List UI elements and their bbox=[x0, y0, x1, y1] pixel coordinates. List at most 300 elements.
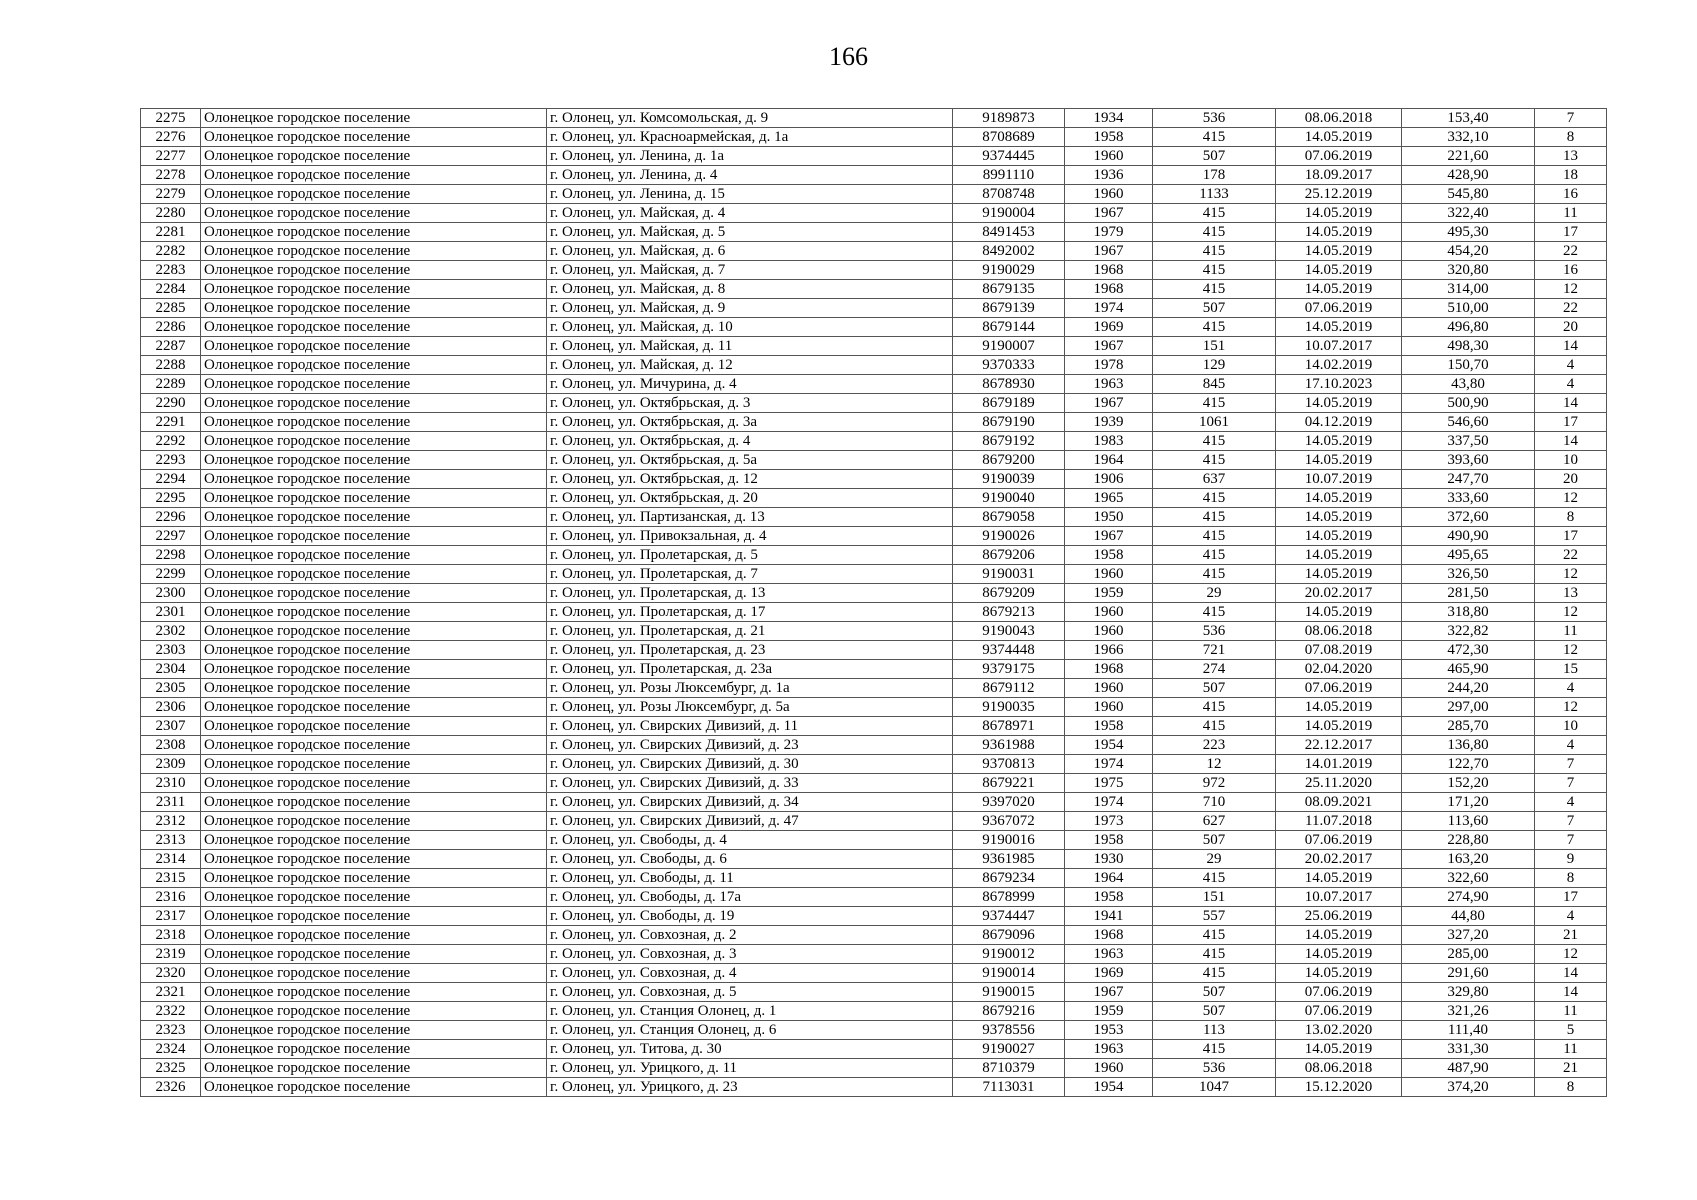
document-date-cell: 14.05.2019 bbox=[1276, 489, 1402, 508]
row-number-cell: 2301 bbox=[141, 603, 201, 622]
object-id-cell: 8679200 bbox=[953, 451, 1065, 470]
object-id-cell: 8679058 bbox=[953, 508, 1065, 527]
build-year-cell: 1959 bbox=[1065, 1002, 1153, 1021]
address-cell: г. Олонец, ул. Свободы, д. 4 bbox=[547, 831, 953, 850]
row-number-cell: 2287 bbox=[141, 337, 201, 356]
count-cell: 7 bbox=[1535, 755, 1607, 774]
document-number-cell: 507 bbox=[1153, 299, 1276, 318]
document-number-cell: 415 bbox=[1153, 432, 1276, 451]
count-cell: 7 bbox=[1535, 812, 1607, 831]
area-cell: 510,00 bbox=[1402, 299, 1535, 318]
area-cell: 490,90 bbox=[1402, 527, 1535, 546]
object-id-cell: 8492002 bbox=[953, 242, 1065, 261]
area-cell: 163,20 bbox=[1402, 850, 1535, 869]
area-cell: 374,20 bbox=[1402, 1078, 1535, 1097]
area-cell: 274,90 bbox=[1402, 888, 1535, 907]
municipality-cell: Олонецкое городское поселение bbox=[201, 983, 547, 1002]
build-year-cell: 1967 bbox=[1065, 983, 1153, 1002]
object-id-cell: 9397020 bbox=[953, 793, 1065, 812]
document-date-cell: 14.05.2019 bbox=[1276, 318, 1402, 337]
object-id-cell: 9190012 bbox=[953, 945, 1065, 964]
count-cell: 22 bbox=[1535, 546, 1607, 565]
document-number-cell: 507 bbox=[1153, 831, 1276, 850]
document-number-cell: 1061 bbox=[1153, 413, 1276, 432]
document-number-cell: 415 bbox=[1153, 964, 1276, 983]
row-number-cell: 2291 bbox=[141, 413, 201, 432]
document-date-cell: 04.12.2019 bbox=[1276, 413, 1402, 432]
document-number-cell: 415 bbox=[1153, 489, 1276, 508]
count-cell: 7 bbox=[1535, 109, 1607, 128]
count-cell: 11 bbox=[1535, 204, 1607, 223]
document-date-cell: 25.06.2019 bbox=[1276, 907, 1402, 926]
document-number-cell: 415 bbox=[1153, 128, 1276, 147]
document-number-cell: 507 bbox=[1153, 983, 1276, 1002]
area-cell: 487,90 bbox=[1402, 1059, 1535, 1078]
address-cell: г. Олонец, ул. Ленина, д. 4 bbox=[547, 166, 953, 185]
table-row bbox=[141, 527, 1607, 546]
row-number-cell: 2312 bbox=[141, 812, 201, 831]
row-number-cell: 2282 bbox=[141, 242, 201, 261]
object-id-cell: 8991110 bbox=[953, 166, 1065, 185]
table-row bbox=[141, 261, 1607, 280]
object-id-cell: 9378556 bbox=[953, 1021, 1065, 1040]
row-number-cell: 2314 bbox=[141, 850, 201, 869]
object-id-cell: 8679216 bbox=[953, 1002, 1065, 1021]
document-date-cell: 14.05.2019 bbox=[1276, 565, 1402, 584]
object-id-cell: 9361985 bbox=[953, 850, 1065, 869]
build-year-cell: 1934 bbox=[1065, 109, 1153, 128]
municipality-cell: Олонецкое городское поселение bbox=[201, 812, 547, 831]
address-cell: г. Олонец, ул. Свирских Дивизий, д. 30 bbox=[547, 755, 953, 774]
build-year-cell: 1939 bbox=[1065, 413, 1153, 432]
document-number-cell: 415 bbox=[1153, 1040, 1276, 1059]
address-cell: г. Олонец, ул. Октябрьская, д. 3 bbox=[547, 394, 953, 413]
address-cell: г. Олонец, ул. Станция Олонец, д. 6 bbox=[547, 1021, 953, 1040]
table-row bbox=[141, 489, 1607, 508]
row-number-cell: 2295 bbox=[141, 489, 201, 508]
municipality-cell: Олонецкое городское поселение bbox=[201, 603, 547, 622]
municipality-cell: Олонецкое городское поселение bbox=[201, 584, 547, 603]
area-cell: 153,40 bbox=[1402, 109, 1535, 128]
municipality-cell: Олонецкое городское поселение bbox=[201, 356, 547, 375]
area-cell: 320,80 bbox=[1402, 261, 1535, 280]
document-date-cell: 07.06.2019 bbox=[1276, 299, 1402, 318]
municipality-cell: Олонецкое городское поселение bbox=[201, 565, 547, 584]
table-row bbox=[141, 1021, 1607, 1040]
row-number-cell: 2318 bbox=[141, 926, 201, 945]
count-cell: 5 bbox=[1535, 1021, 1607, 1040]
build-year-cell: 1968 bbox=[1065, 926, 1153, 945]
document-number-cell: 507 bbox=[1153, 147, 1276, 166]
table-row bbox=[141, 964, 1607, 983]
object-id-cell: 9189873 bbox=[953, 109, 1065, 128]
municipality-cell: Олонецкое городское поселение bbox=[201, 774, 547, 793]
row-number-cell: 2288 bbox=[141, 356, 201, 375]
table-row bbox=[141, 888, 1607, 907]
document-date-cell: 14.05.2019 bbox=[1276, 432, 1402, 451]
document-date-cell: 14.05.2019 bbox=[1276, 527, 1402, 546]
municipality-cell: Олонецкое городское поселение bbox=[201, 223, 547, 242]
count-cell: 17 bbox=[1535, 223, 1607, 242]
object-id-cell: 9374445 bbox=[953, 147, 1065, 166]
document-number-cell: 178 bbox=[1153, 166, 1276, 185]
table-row bbox=[141, 1002, 1607, 1021]
row-number-cell: 2284 bbox=[141, 280, 201, 299]
municipality-cell: Олонецкое городское поселение bbox=[201, 394, 547, 413]
document-number-cell: 972 bbox=[1153, 774, 1276, 793]
table-row bbox=[141, 660, 1607, 679]
row-number-cell: 2305 bbox=[141, 679, 201, 698]
document-date-cell: 08.09.2021 bbox=[1276, 793, 1402, 812]
count-cell: 11 bbox=[1535, 622, 1607, 641]
area-cell: 322,40 bbox=[1402, 204, 1535, 223]
document-number-cell: 415 bbox=[1153, 945, 1276, 964]
table-row bbox=[141, 717, 1607, 736]
build-year-cell: 1963 bbox=[1065, 375, 1153, 394]
document-number-cell: 415 bbox=[1153, 527, 1276, 546]
row-number-cell: 2280 bbox=[141, 204, 201, 223]
object-id-cell: 8679192 bbox=[953, 432, 1065, 451]
row-number-cell: 2309 bbox=[141, 755, 201, 774]
area-cell: 122,70 bbox=[1402, 755, 1535, 774]
municipality-cell: Олонецкое городское поселение bbox=[201, 1059, 547, 1078]
count-cell: 12 bbox=[1535, 489, 1607, 508]
document-date-cell: 07.06.2019 bbox=[1276, 983, 1402, 1002]
document-date-cell: 14.05.2019 bbox=[1276, 242, 1402, 261]
table-row bbox=[141, 394, 1607, 413]
table-row bbox=[141, 470, 1607, 489]
municipality-cell: Олонецкое городское поселение bbox=[201, 375, 547, 394]
row-number-cell: 2276 bbox=[141, 128, 201, 147]
address-cell: г. Олонец, ул. Октябрьская, д. 12 bbox=[547, 470, 953, 489]
row-number-cell: 2317 bbox=[141, 907, 201, 926]
row-number-cell: 2297 bbox=[141, 527, 201, 546]
row-number-cell: 2321 bbox=[141, 983, 201, 1002]
address-cell: г. Олонец, ул. Пролетарская, д. 23а bbox=[547, 660, 953, 679]
document-date-cell: 15.12.2020 bbox=[1276, 1078, 1402, 1097]
count-cell: 12 bbox=[1535, 603, 1607, 622]
document-number-cell: 415 bbox=[1153, 565, 1276, 584]
address-cell: г. Олонец, ул. Октябрьская, д. 3а bbox=[547, 413, 953, 432]
document-date-cell: 11.07.2018 bbox=[1276, 812, 1402, 831]
table-row bbox=[141, 546, 1607, 565]
object-id-cell: 9190043 bbox=[953, 622, 1065, 641]
count-cell: 9 bbox=[1535, 850, 1607, 869]
address-cell: г. Олонец, ул. Свободы, д. 6 bbox=[547, 850, 953, 869]
document-date-cell: 14.05.2019 bbox=[1276, 508, 1402, 527]
area-cell: 285,70 bbox=[1402, 717, 1535, 736]
municipality-cell: Олонецкое городское поселение bbox=[201, 242, 547, 261]
row-number-cell: 2311 bbox=[141, 793, 201, 812]
document-date-cell: 10.07.2017 bbox=[1276, 888, 1402, 907]
area-cell: 314,00 bbox=[1402, 280, 1535, 299]
municipality-cell: Олонецкое городское поселение bbox=[201, 109, 547, 128]
municipality-cell: Олонецкое городское поселение bbox=[201, 850, 547, 869]
object-id-cell: 8708748 bbox=[953, 185, 1065, 204]
municipality-cell: Олонецкое городское поселение bbox=[201, 185, 547, 204]
count-cell: 4 bbox=[1535, 679, 1607, 698]
object-id-cell: 8678930 bbox=[953, 375, 1065, 394]
address-cell: г. Олонец, ул. Майская, д. 11 bbox=[547, 337, 953, 356]
object-id-cell: 9374447 bbox=[953, 907, 1065, 926]
area-cell: 329,80 bbox=[1402, 983, 1535, 1002]
row-number-cell: 2279 bbox=[141, 185, 201, 204]
row-number-cell: 2304 bbox=[141, 660, 201, 679]
address-cell: г. Олонец, ул. Розы Люксембург, д. 5а bbox=[547, 698, 953, 717]
document-date-cell: 20.02.2017 bbox=[1276, 584, 1402, 603]
municipality-cell: Олонецкое городское поселение bbox=[201, 508, 547, 527]
row-number-cell: 2325 bbox=[141, 1059, 201, 1078]
count-cell: 20 bbox=[1535, 318, 1607, 337]
object-id-cell: 7113031 bbox=[953, 1078, 1065, 1097]
address-cell: г. Олонец, ул. Пролетарская, д. 21 bbox=[547, 622, 953, 641]
row-number-cell: 2281 bbox=[141, 223, 201, 242]
document-date-cell: 10.07.2017 bbox=[1276, 337, 1402, 356]
table-row bbox=[141, 926, 1607, 945]
municipality-cell: Олонецкое городское поселение bbox=[201, 280, 547, 299]
object-id-cell: 9190014 bbox=[953, 964, 1065, 983]
municipality-cell: Олонецкое городское поселение bbox=[201, 831, 547, 850]
table-row bbox=[141, 337, 1607, 356]
address-cell: г. Олонец, ул. Октябрьская, д. 4 bbox=[547, 432, 953, 451]
address-cell: г. Олонец, ул. Урицкого, д. 23 bbox=[547, 1078, 953, 1097]
count-cell: 21 bbox=[1535, 926, 1607, 945]
row-number-cell: 2300 bbox=[141, 584, 201, 603]
document-date-cell: 25.12.2019 bbox=[1276, 185, 1402, 204]
row-number-cell: 2289 bbox=[141, 375, 201, 394]
document-number-cell: 223 bbox=[1153, 736, 1276, 755]
address-cell: г. Олонец, ул. Пролетарская, д. 13 bbox=[547, 584, 953, 603]
document-date-cell: 14.05.2019 bbox=[1276, 394, 1402, 413]
document-date-cell: 14.05.2019 bbox=[1276, 926, 1402, 945]
address-cell: г. Олонец, ул. Пролетарская, д. 5 bbox=[547, 546, 953, 565]
document-date-cell: 08.06.2018 bbox=[1276, 622, 1402, 641]
count-cell: 20 bbox=[1535, 470, 1607, 489]
row-number-cell: 2319 bbox=[141, 945, 201, 964]
count-cell: 8 bbox=[1535, 128, 1607, 147]
object-id-cell: 8679234 bbox=[953, 869, 1065, 888]
area-cell: 327,20 bbox=[1402, 926, 1535, 945]
object-id-cell: 8678971 bbox=[953, 717, 1065, 736]
municipality-cell: Олонецкое городское поселение bbox=[201, 204, 547, 223]
row-number-cell: 2283 bbox=[141, 261, 201, 280]
build-year-cell: 1930 bbox=[1065, 850, 1153, 869]
count-cell: 11 bbox=[1535, 1002, 1607, 1021]
municipality-cell: Олонецкое городское поселение bbox=[201, 1040, 547, 1059]
row-number-cell: 2294 bbox=[141, 470, 201, 489]
object-id-cell: 9374448 bbox=[953, 641, 1065, 660]
count-cell: 12 bbox=[1535, 280, 1607, 299]
document-date-cell: 14.05.2019 bbox=[1276, 945, 1402, 964]
row-number-cell: 2316 bbox=[141, 888, 201, 907]
area-cell: 113,60 bbox=[1402, 812, 1535, 831]
row-number-cell: 2302 bbox=[141, 622, 201, 641]
municipality-cell: Олонецкое городское поселение bbox=[201, 413, 547, 432]
document-date-cell: 07.06.2019 bbox=[1276, 679, 1402, 698]
address-cell: г. Олонец, ул. Совхозная, д. 2 bbox=[547, 926, 953, 945]
table-row bbox=[141, 565, 1607, 584]
address-cell: г. Олонец, ул. Титова, д. 30 bbox=[547, 1040, 953, 1059]
address-cell: г. Олонец, ул. Майская, д. 12 bbox=[547, 356, 953, 375]
area-cell: 465,90 bbox=[1402, 660, 1535, 679]
document-number-cell: 536 bbox=[1153, 622, 1276, 641]
municipality-cell: Олонецкое городское поселение bbox=[201, 1021, 547, 1040]
object-id-cell: 9190040 bbox=[953, 489, 1065, 508]
table-row bbox=[141, 147, 1607, 166]
area-cell: 111,40 bbox=[1402, 1021, 1535, 1040]
row-number-cell: 2299 bbox=[141, 565, 201, 584]
municipality-cell: Олонецкое городское поселение bbox=[201, 318, 547, 337]
area-cell: 291,60 bbox=[1402, 964, 1535, 983]
build-year-cell: 1979 bbox=[1065, 223, 1153, 242]
address-cell: г. Олонец, ул. Ленина, д. 1а bbox=[547, 147, 953, 166]
row-number-cell: 2310 bbox=[141, 774, 201, 793]
address-cell: г. Олонец, ул. Мичурина, д. 4 bbox=[547, 375, 953, 394]
address-cell: г. Олонец, ул. Красноармейская, д. 1а bbox=[547, 128, 953, 147]
count-cell: 12 bbox=[1535, 565, 1607, 584]
municipality-cell: Олонецкое городское поселение bbox=[201, 432, 547, 451]
table-row bbox=[141, 375, 1607, 394]
row-number-cell: 2320 bbox=[141, 964, 201, 983]
address-cell: г. Олонец, ул. Майская, д. 6 bbox=[547, 242, 953, 261]
object-id-cell: 9190029 bbox=[953, 261, 1065, 280]
area-cell: 495,30 bbox=[1402, 223, 1535, 242]
table-row bbox=[141, 451, 1607, 470]
document-number-cell: 274 bbox=[1153, 660, 1276, 679]
address-cell: г. Олонец, ул. Свободы, д. 19 bbox=[547, 907, 953, 926]
build-year-cell: 1960 bbox=[1065, 185, 1153, 204]
table-row bbox=[141, 793, 1607, 812]
municipality-cell: Олонецкое городское поселение bbox=[201, 945, 547, 964]
table-row bbox=[141, 1040, 1607, 1059]
build-year-cell: 1966 bbox=[1065, 641, 1153, 660]
build-year-cell: 1974 bbox=[1065, 793, 1153, 812]
document-date-cell: 14.05.2019 bbox=[1276, 717, 1402, 736]
municipality-cell: Олонецкое городское поселение bbox=[201, 451, 547, 470]
count-cell: 4 bbox=[1535, 907, 1607, 926]
area-cell: 318,80 bbox=[1402, 603, 1535, 622]
municipality-cell: Олонецкое городское поселение bbox=[201, 1078, 547, 1097]
address-cell: г. Олонец, ул. Октябрьская, д. 5а bbox=[547, 451, 953, 470]
count-cell: 16 bbox=[1535, 261, 1607, 280]
count-cell: 22 bbox=[1535, 242, 1607, 261]
document-number-cell: 415 bbox=[1153, 318, 1276, 337]
count-cell: 17 bbox=[1535, 888, 1607, 907]
document-date-cell: 14.05.2019 bbox=[1276, 204, 1402, 223]
build-year-cell: 1936 bbox=[1065, 166, 1153, 185]
row-number-cell: 2315 bbox=[141, 869, 201, 888]
area-cell: 244,20 bbox=[1402, 679, 1535, 698]
municipality-cell: Олонецкое городское поселение bbox=[201, 964, 547, 983]
address-cell: г. Олонец, ул. Урицкого, д. 11 bbox=[547, 1059, 953, 1078]
address-cell: г. Олонец, ул. Пролетарская, д. 23 bbox=[547, 641, 953, 660]
object-id-cell: 8679221 bbox=[953, 774, 1065, 793]
municipality-cell: Олонецкое городское поселение bbox=[201, 147, 547, 166]
build-year-cell: 1960 bbox=[1065, 603, 1153, 622]
count-cell: 10 bbox=[1535, 717, 1607, 736]
document-number-cell: 1047 bbox=[1153, 1078, 1276, 1097]
document-number-cell: 415 bbox=[1153, 546, 1276, 565]
area-cell: 333,60 bbox=[1402, 489, 1535, 508]
document-number-cell: 710 bbox=[1153, 793, 1276, 812]
count-cell: 8 bbox=[1535, 1078, 1607, 1097]
table-row bbox=[141, 736, 1607, 755]
document-number-cell: 12 bbox=[1153, 755, 1276, 774]
build-year-cell: 1954 bbox=[1065, 1078, 1153, 1097]
table-row bbox=[141, 869, 1607, 888]
area-cell: 337,50 bbox=[1402, 432, 1535, 451]
object-id-cell: 9190004 bbox=[953, 204, 1065, 223]
document-date-cell: 07.06.2019 bbox=[1276, 147, 1402, 166]
count-cell: 16 bbox=[1535, 185, 1607, 204]
document-date-cell: 14.05.2019 bbox=[1276, 964, 1402, 983]
area-cell: 150,70 bbox=[1402, 356, 1535, 375]
build-year-cell: 1958 bbox=[1065, 128, 1153, 147]
municipality-cell: Олонецкое городское поселение bbox=[201, 869, 547, 888]
document-number-cell: 29 bbox=[1153, 850, 1276, 869]
address-cell: г. Олонец, ул. Совхозная, д. 5 bbox=[547, 983, 953, 1002]
address-cell: г. Олонец, ул. Свирских Дивизий, д. 11 bbox=[547, 717, 953, 736]
build-year-cell: 1958 bbox=[1065, 546, 1153, 565]
municipality-cell: Олонецкое городское поселение bbox=[201, 527, 547, 546]
table-row bbox=[141, 413, 1607, 432]
document-number-cell: 151 bbox=[1153, 337, 1276, 356]
object-id-cell: 9190026 bbox=[953, 527, 1065, 546]
table-row bbox=[141, 945, 1607, 964]
document-date-cell: 14.05.2019 bbox=[1276, 869, 1402, 888]
area-cell: 545,80 bbox=[1402, 185, 1535, 204]
build-year-cell: 1968 bbox=[1065, 660, 1153, 679]
address-cell: г. Олонец, ул. Свободы, д. 11 bbox=[547, 869, 953, 888]
row-number-cell: 2306 bbox=[141, 698, 201, 717]
count-cell: 7 bbox=[1535, 774, 1607, 793]
build-year-cell: 1969 bbox=[1065, 964, 1153, 983]
count-cell: 14 bbox=[1535, 964, 1607, 983]
municipality-cell: Олонецкое городское поселение bbox=[201, 1002, 547, 1021]
document-number-cell: 415 bbox=[1153, 280, 1276, 299]
build-year-cell: 1965 bbox=[1065, 489, 1153, 508]
table-row bbox=[141, 831, 1607, 850]
document-date-cell: 14.05.2019 bbox=[1276, 1040, 1402, 1059]
row-number-cell: 2286 bbox=[141, 318, 201, 337]
row-number-cell: 2293 bbox=[141, 451, 201, 470]
area-cell: 221,60 bbox=[1402, 147, 1535, 166]
object-id-cell: 9190007 bbox=[953, 337, 1065, 356]
count-cell: 13 bbox=[1535, 584, 1607, 603]
municipality-cell: Олонецкое городское поселение bbox=[201, 755, 547, 774]
municipality-cell: Олонецкое городское поселение bbox=[201, 546, 547, 565]
object-id-cell: 9190031 bbox=[953, 565, 1065, 584]
document-number-cell: 415 bbox=[1153, 698, 1276, 717]
count-cell: 15 bbox=[1535, 660, 1607, 679]
row-number-cell: 2308 bbox=[141, 736, 201, 755]
document-number-cell: 507 bbox=[1153, 1002, 1276, 1021]
document-number-cell: 415 bbox=[1153, 204, 1276, 223]
document-date-cell: 07.06.2019 bbox=[1276, 1002, 1402, 1021]
address-cell: г. Олонец, ул. Свободы, д. 17а bbox=[547, 888, 953, 907]
count-cell: 4 bbox=[1535, 793, 1607, 812]
document-number-cell: 536 bbox=[1153, 109, 1276, 128]
row-number-cell: 2307 bbox=[141, 717, 201, 736]
table-row bbox=[141, 907, 1607, 926]
build-year-cell: 1967 bbox=[1065, 204, 1153, 223]
build-year-cell: 1974 bbox=[1065, 755, 1153, 774]
build-year-cell: 1941 bbox=[1065, 907, 1153, 926]
document-date-cell: 08.06.2018 bbox=[1276, 109, 1402, 128]
row-number-cell: 2285 bbox=[141, 299, 201, 318]
count-cell: 8 bbox=[1535, 869, 1607, 888]
build-year-cell: 1983 bbox=[1065, 432, 1153, 451]
